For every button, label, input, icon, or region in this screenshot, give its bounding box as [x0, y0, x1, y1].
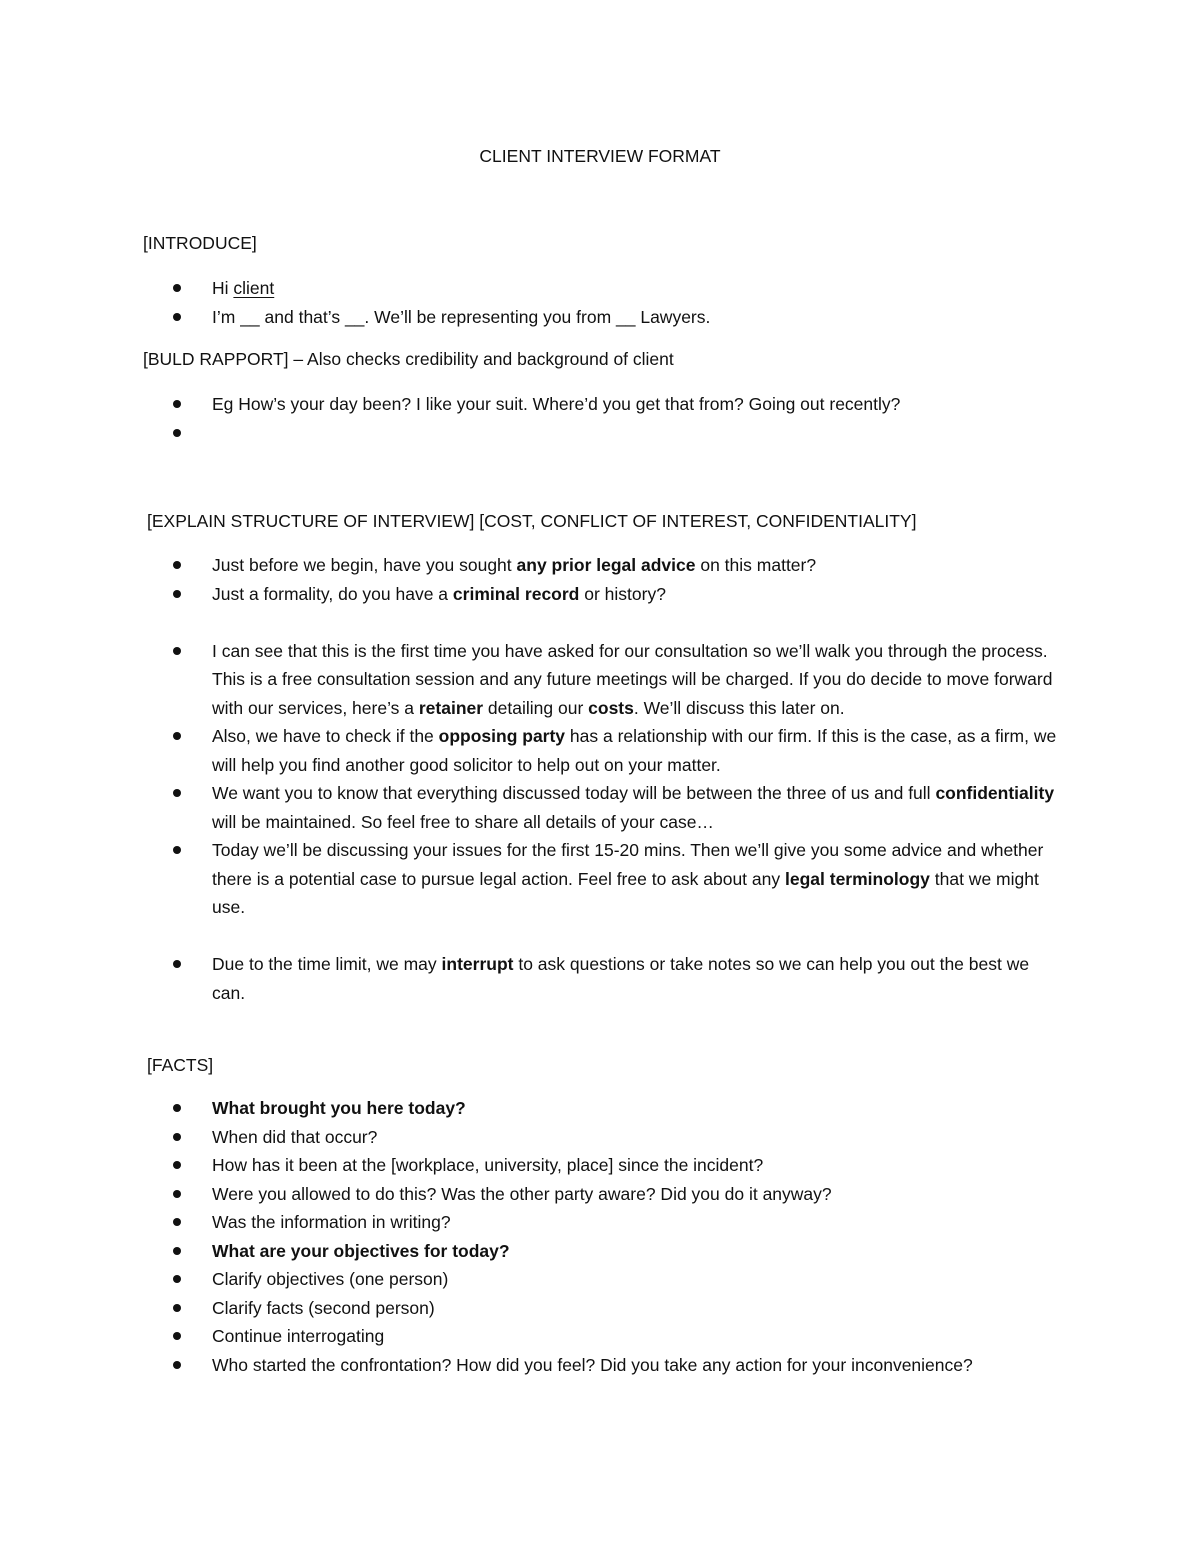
list-item — [212, 637, 1062, 723]
item-text: When did that occur? — [212, 1126, 378, 1147]
bold-text: legal terminology — [785, 868, 930, 889]
bullet-icon — [173, 647, 181, 655]
bullet-icon — [173, 284, 181, 292]
rapport-list — [212, 390, 1062, 447]
item-text: has a relationship with our firm. If this is the case, as a firm, we will help you find another good solicitor to help out on your matter. — [212, 726, 1057, 775]
bullet-icon — [173, 789, 181, 797]
bold-text: any prior legal advice — [516, 555, 696, 575]
bullet-icon — [173, 1104, 181, 1112]
section-heading-facts: [FACTS] — [147, 1055, 214, 1075]
item-text: Today we’ll be discussing your issues for the first 15-20 mins. Then we’ll give you some advice and whether there is a potential case to pursue legal action. Feel free to ask about any — [212, 840, 1044, 889]
item-text: detailing our — [483, 697, 589, 718]
bullet-icon — [173, 1133, 181, 1141]
item-text: I’m __ and that’s __. We’ll be representing you from __ Lawyers. — [212, 306, 711, 327]
bullet-icon — [173, 590, 181, 598]
item-text: that we might use. — [212, 868, 1039, 917]
bullet-icon — [173, 429, 181, 437]
list-item — [212, 303, 1062, 332]
list-item — [212, 1208, 1062, 1237]
list-item — [212, 1322, 1062, 1351]
bold-text: What brought you here today? — [212, 1098, 466, 1118]
item-text: on this matter? — [695, 555, 817, 575]
list-item — [212, 390, 1062, 419]
bullet-icon — [173, 1247, 181, 1255]
item-text: Clarify objectives (one person) — [212, 1269, 449, 1289]
item-text: Who started the confrontation? How did you feel? Did you take any action for your inconvenience? — [212, 1354, 973, 1375]
bullet-icon — [173, 313, 181, 321]
list-item — [212, 779, 1062, 836]
bold-text: interrupt — [441, 954, 514, 974]
item-text: will be maintained. So feel free to share all details of your case… — [212, 811, 714, 832]
bullet-icon — [173, 1361, 181, 1369]
list-item — [212, 1123, 1062, 1152]
list-item — [212, 1265, 1062, 1294]
list-item — [212, 1180, 1062, 1209]
document-title: CLIENT INTERVIEW FORMAT — [479, 146, 721, 166]
list-item — [212, 836, 1062, 922]
item-text: Just a formality, do you have a — [212, 583, 453, 604]
item-text: client — [233, 278, 275, 298]
section-heading-introduce: [INTRODUCE] — [143, 233, 257, 253]
facts-list — [212, 1094, 1062, 1379]
list-item — [212, 1294, 1062, 1323]
item-text: Were you allowed to do this? Was the other party aware? Did you do it anyway? — [212, 1183, 832, 1204]
list-item — [212, 551, 1062, 580]
bold-text: confidentiality — [935, 783, 1055, 803]
bullet-icon — [173, 1304, 181, 1312]
item-text: Was the information in writing? — [212, 1212, 451, 1232]
bullet-icon — [173, 400, 181, 408]
bullet-icon — [173, 1161, 181, 1169]
bold-text: opposing party — [438, 726, 566, 746]
item-text: to ask questions or take notes so we can help you out the best we can. — [212, 954, 1030, 1003]
list-item — [212, 1351, 1062, 1380]
bullet-icon — [173, 1332, 181, 1340]
item-text: Eg How’s your day been? I like your suit. Where’d you get that from? Going out recently? — [212, 394, 901, 414]
item-text: I can see that this is the first time you have asked for our consultation so we’ll walk you through the process. This is a free consultation session and any future meetings will be charged. If you do decide to move forward with our services, here’s a — [212, 640, 1053, 718]
item-text: . We’ll discuss this later on. — [633, 697, 845, 718]
list-item — [212, 722, 1062, 779]
structure-list — [212, 551, 1062, 1007]
list-item — [212, 1151, 1062, 1180]
bullet-icon — [173, 732, 181, 740]
list-item — [212, 1094, 1062, 1123]
bullet-icon — [173, 1218, 181, 1226]
introduce-list — [212, 274, 1062, 331]
bold-text: costs — [588, 697, 634, 718]
bullet-icon — [173, 1275, 181, 1283]
section-heading-rapport: [BULD RAPPORT] – Also checks credibility and background of client — [143, 349, 674, 369]
list-item — [212, 580, 1062, 609]
bullet-icon — [173, 846, 181, 854]
bold-text: criminal record — [452, 583, 580, 604]
bullet-icon — [173, 1190, 181, 1198]
bullet-icon — [173, 960, 181, 968]
item-text: Clarify facts (second person) — [212, 1297, 435, 1318]
item-text: How has it been at the [workplace, university, place] since the incident? — [212, 1155, 764, 1175]
item-text: or history? — [579, 583, 666, 604]
bullet-icon — [173, 561, 181, 569]
item-text: Hi — [212, 278, 234, 298]
section-heading-structure: [EXPLAIN STRUCTURE OF INTERVIEW] [COST, CONFLICT OF INTEREST, CONFIDENTIALITY] — [147, 511, 917, 531]
item-text: Just before we begin, have you sought — [212, 555, 517, 575]
list-item — [212, 419, 1062, 448]
item-text: Continue interrogating — [212, 1326, 385, 1346]
bold-text: retainer — [418, 697, 484, 718]
list-item — [212, 274, 1062, 303]
item-text: Also, we have to check if the — [212, 726, 439, 746]
list-item — [212, 950, 1062, 1007]
item-text: We want you to know that everything discussed today will be between the three of us and full — [212, 783, 936, 803]
bold-text: What are your objectives for today? — [212, 1240, 510, 1261]
list-item — [212, 1237, 1062, 1266]
item-text: Due to the time limit, we may — [212, 954, 442, 974]
